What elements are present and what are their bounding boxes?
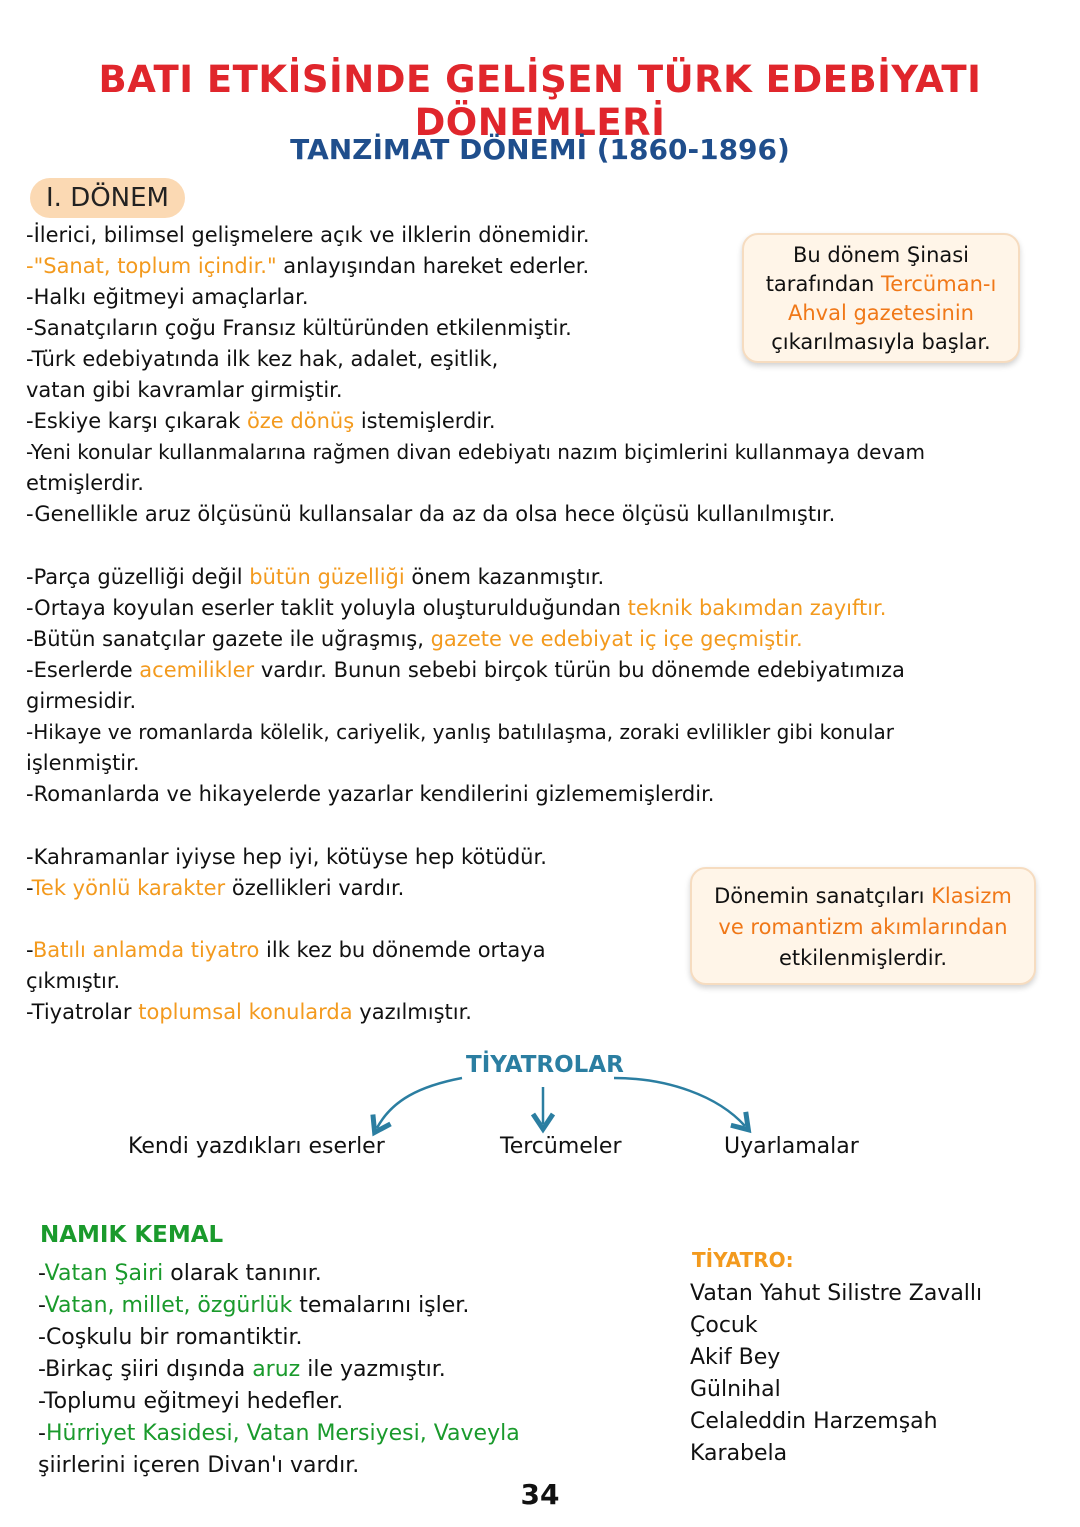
text-line: -Hikaye ve romanlarda kölelik, cariyelik, yanlış batılılaşma, zoraki evlilikler gibi konular <box>26 720 894 744</box>
text-line: -Sanatçıların çoğu Fransız kültüründen etkilenmiştir. <box>26 316 572 340</box>
text-line: -Eserlerde acemilikler vardır. Bunun sebebi birçok türün bu dönemde edebiyatımıza <box>26 658 905 682</box>
author-heading: NAMIK KEMAL <box>40 1222 224 1248</box>
work-item: Celaleddin Harzemşah <box>690 1409 938 1434</box>
box-line: Ahval gazetesinin <box>787 301 974 325</box>
arrow-left <box>377 1078 462 1128</box>
box-line: Dönemin sanatçıları Klasizm <box>714 884 1012 908</box>
text-line: -Parça güzelliği değil bütün güzelliği önem kazanmıştır. <box>26 565 605 589</box>
text-line: -"Sanat, toplum içindir." anlayışından hareket ederler. <box>26 254 590 278</box>
text-line: -Eskiye karşı çıkarak öze dönüş istemişlerdir. <box>26 409 496 433</box>
text-line: -Yeni konular kullanmalarına rağmen divan edebiyatı nazım biçimlerini kullanmaya devam <box>26 440 926 464</box>
text-line: -Tek yönlü karakter özellikleri vardır. <box>26 876 405 900</box>
diagram-child-translations: Tercümeler <box>500 1134 622 1159</box>
diagram-root: TİYATROLAR <box>466 1052 624 1078</box>
text-line: -Batılı anlamda tiyatro ilk kez bu dönemde ortaya <box>26 938 546 962</box>
work-item: Gülnihal <box>690 1377 781 1402</box>
text-line: -Kahramanlar iyiyse hep iyi, kötüyse hep kötüdür. <box>26 845 547 869</box>
text-line: işlenmiştir. <box>26 751 140 775</box>
author-line: -Birkaç şiiri dışında aruz ile yazmıştır. <box>38 1357 446 1382</box>
text-line: etmişlerdir. <box>26 471 144 495</box>
works-heading: TİYATRO: <box>692 1248 794 1272</box>
text-line: -İlerici, bilimsel gelişmelere açık ve ilklerin dönemidir. <box>26 223 590 247</box>
period-label: I. DÖNEM <box>30 178 185 218</box>
text-line: -Bütün sanatçılar gazete ile uğraşmış, gazete ve edebiyat iç içe geçmiştir. <box>26 627 803 651</box>
page-number: 34 <box>520 1478 560 1511</box>
text-line: -Türk edebiyatında ilk kez hak, adalet, eşitlik, <box>26 347 499 371</box>
text-line: -Halkı eğitmeyi amaçlarlar. <box>26 285 309 309</box>
text-line: girmesidir. <box>26 689 137 713</box>
text-line: -Romanlarda ve hikayelerde yazarlar kendilerini gizlememişlerdir. <box>26 782 715 806</box>
box-line: Bu dönem Şinasi <box>792 243 970 267</box>
author-line: -Coşkulu bir romantiktir. <box>38 1325 303 1350</box>
section-subtitle: TANZİMAT DÖNEMİ (1860-1896) <box>290 133 790 166</box>
work-item: Çocuk <box>690 1313 758 1338</box>
arrow-right <box>614 1078 745 1126</box>
text-line: -Ortaya koyulan eserler taklit yoluyla oluşturulduğundan teknik bakımdan zayıftır. <box>26 596 887 620</box>
box-line: çıkarılmasıyla başlar. <box>771 330 991 354</box>
diagram-child-adaptations: Uyarlamalar <box>724 1134 859 1159</box>
text-line: -Tiyatrolar toplumsal konularda yazılmıştır. <box>26 1000 472 1024</box>
box-line: ve romantizm akımlarından <box>718 915 1008 939</box>
diagram-child-own-works: Kendi yazdıkları eserler <box>128 1134 385 1159</box>
author-line: şiirlerini içeren Divan'ı vardır. <box>38 1453 360 1478</box>
author-line: -Vatan Şairi olarak tanınır. <box>38 1261 322 1286</box>
text-line: çıkmıştır. <box>26 969 121 993</box>
page-title: BATI ETKİSİNDE GELİŞEN TÜRK EDEBİYATI DÖNEMLERİ <box>98 58 982 144</box>
work-item: Vatan Yahut Silistre Zavallı <box>690 1281 983 1306</box>
author-line: -Hürriyet Kasidesi, Vatan Mersiyesi, Vaveyla <box>38 1421 520 1446</box>
box-line: tarafından Tercüman-ı <box>765 272 997 296</box>
work-item: Karabela <box>690 1441 788 1466</box>
box-line: etkilenmişlerdir. <box>778 946 947 970</box>
text-line: vatan gibi kavramlar girmiştir. <box>26 378 343 402</box>
author-line: -Toplumu eğitmeyi hedefler. <box>38 1389 344 1414</box>
text-line: -Genellikle aruz ölçüsünü kullansalar da az da olsa hece ölçüsü kullanılmıştır. <box>26 502 836 526</box>
author-line: -Vatan, millet, özgürlük temalarını işler. <box>38 1293 470 1318</box>
work-item: Akif Bey <box>690 1345 781 1370</box>
